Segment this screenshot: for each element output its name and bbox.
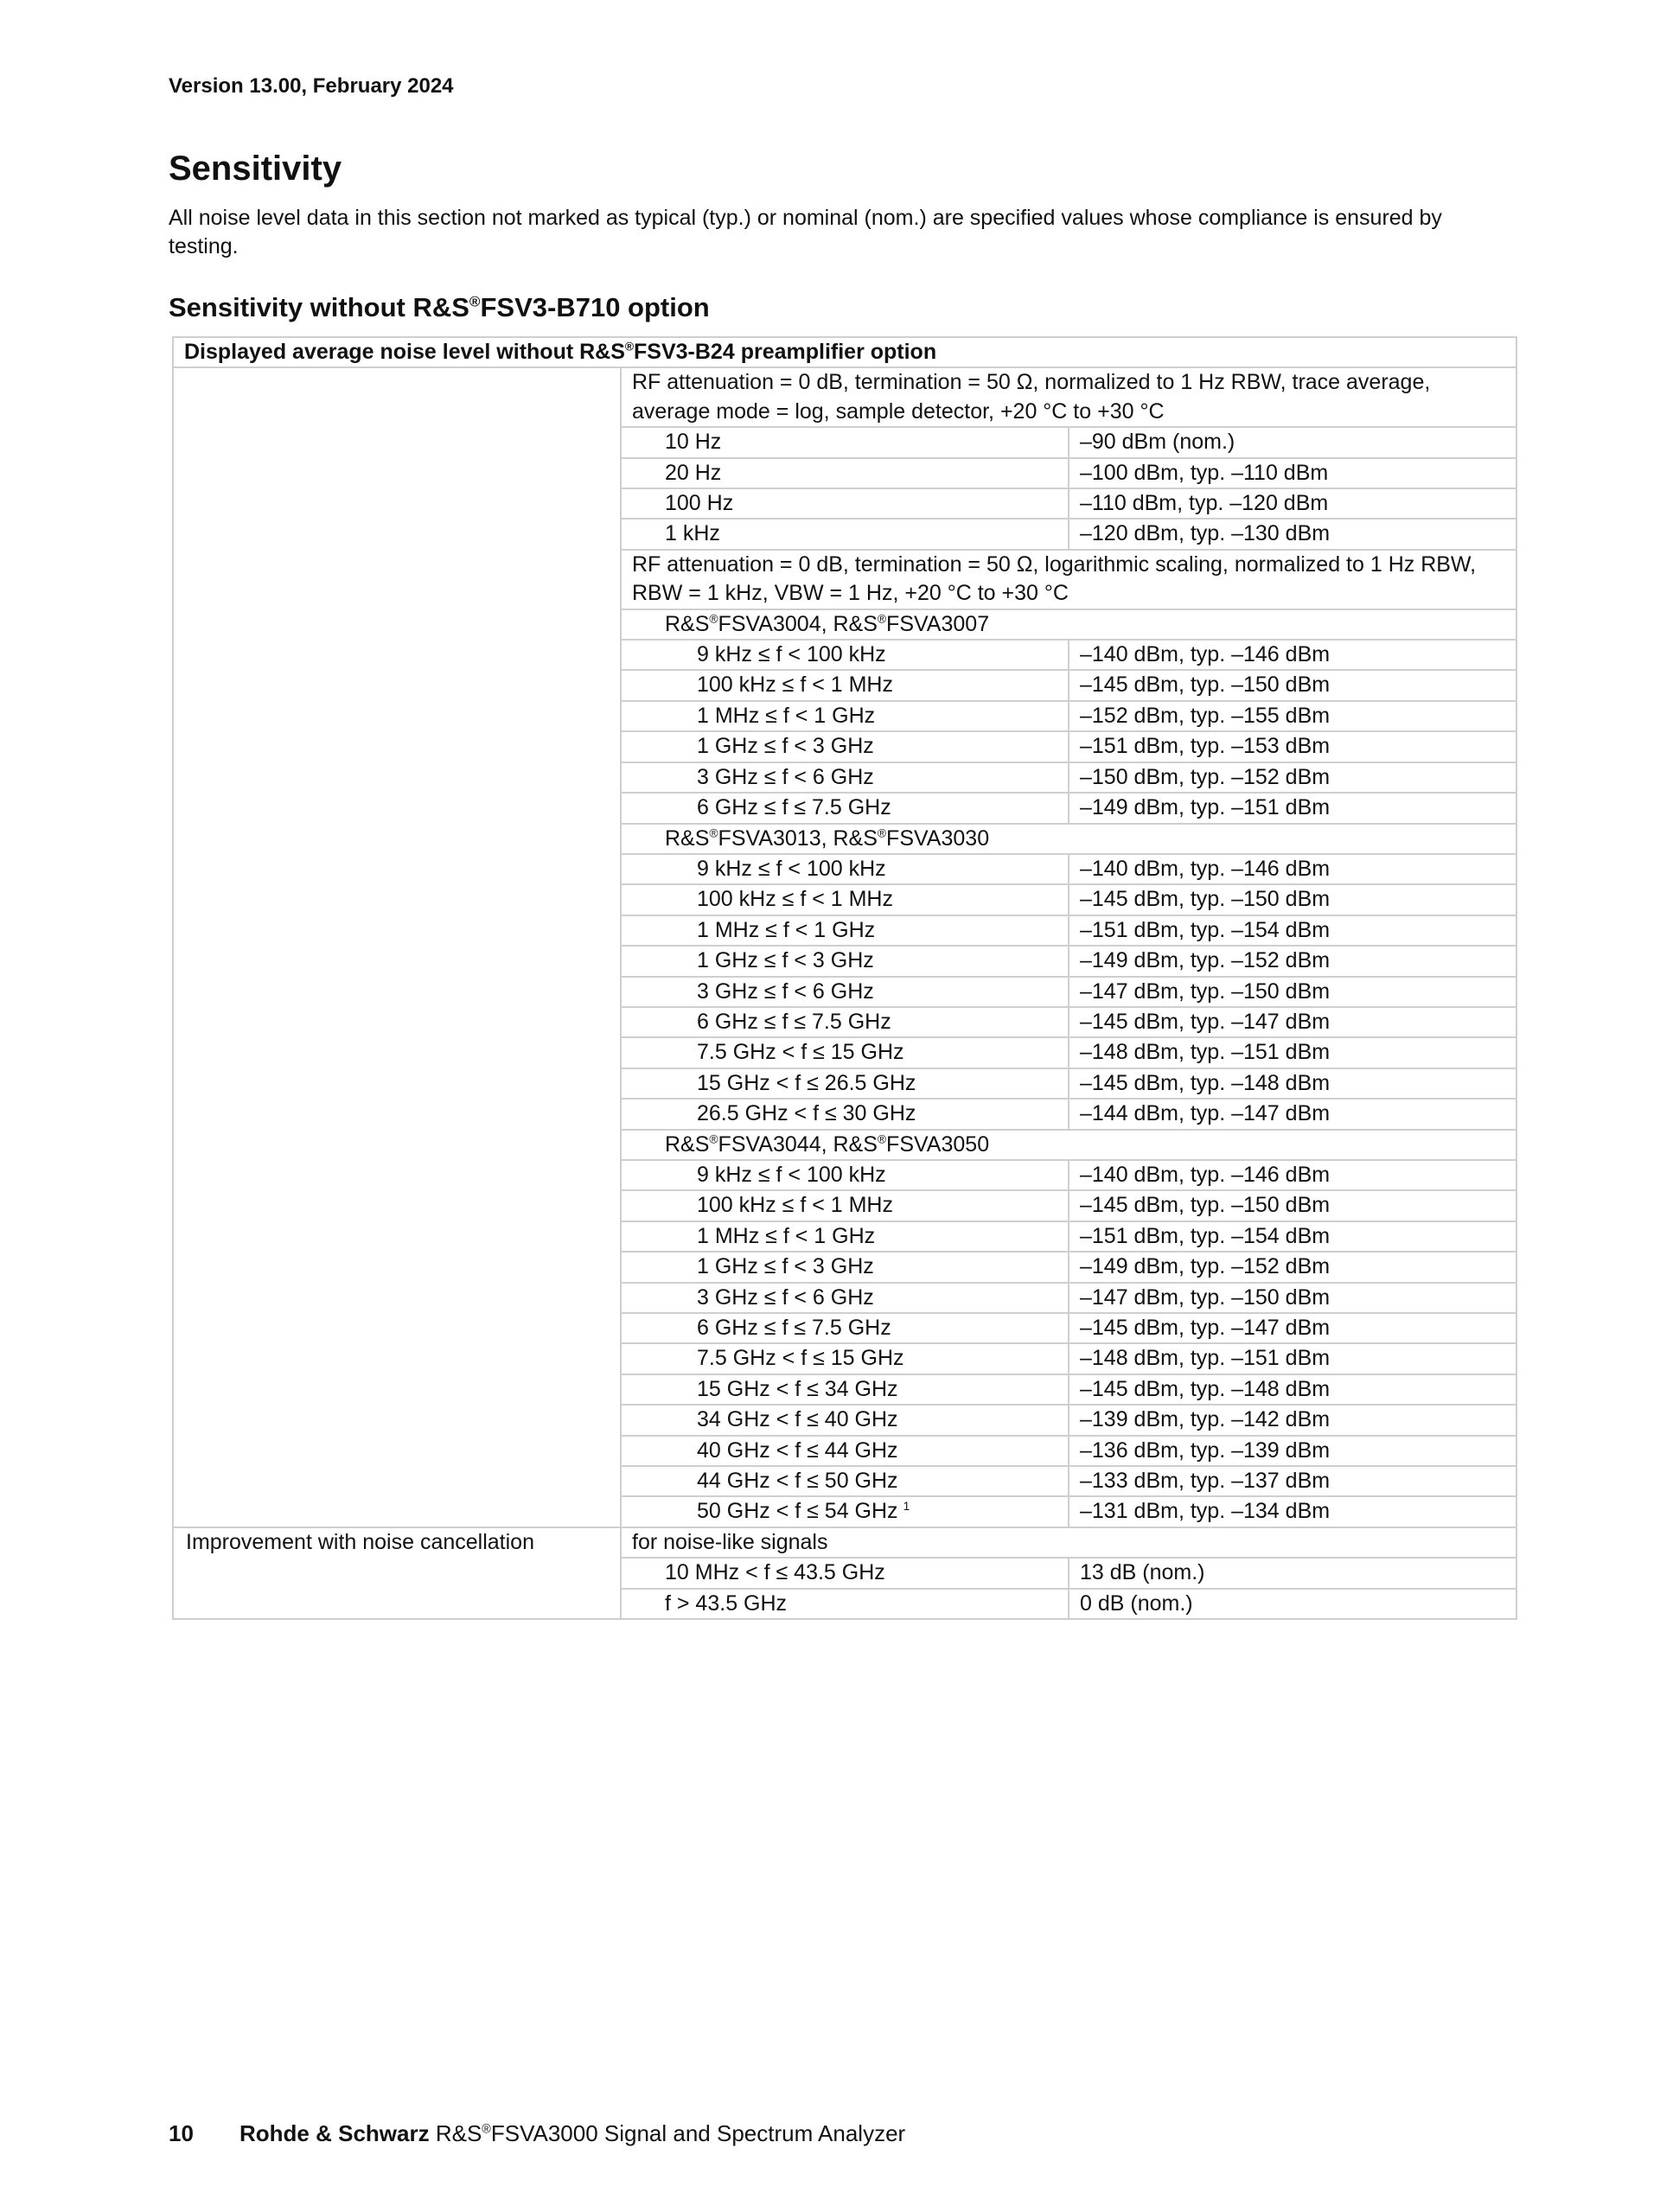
value-cell: –140 dBm, typ. –146 dBm (1069, 640, 1516, 670)
frequency-cell (621, 946, 1069, 976)
frequency-cell (621, 670, 1069, 700)
frequency-range: 6 GHz ≤ f ≤ 7.5 GHz (697, 1009, 891, 1034)
model-name: FSVA3013 (718, 826, 821, 851)
frequency-range: 3 GHz ≤ f < 6 GHz (697, 1284, 874, 1310)
value-cell: –150 dBm, typ. –152 dBm (1069, 762, 1516, 793)
frequency-cell (621, 1007, 1069, 1037)
condition-text: RF attenuation = 0 dB, termination = 50 Ω, normalized to 1 Hz RBW, trace average, average mode = log, sample detector, +20 °C to +30 °C (621, 367, 1516, 427)
value-cell: –145 dBm, typ. –148 dBm (1069, 1068, 1516, 1099)
frequency-cell (621, 1466, 1069, 1496)
frequency-range: 3 GHz ≤ f < 6 GHz (697, 764, 874, 789)
model-name: FSVA3044 (718, 1131, 821, 1157)
rs-prefix: R&S (665, 1131, 710, 1157)
parameter-label: Improvement with noise cancellation (173, 1527, 621, 1619)
frequency-range: 34 GHz < f ≤ 40 GHz (697, 1407, 898, 1432)
value-cell: –139 dBm, typ. –142 dBm (1069, 1405, 1516, 1435)
frequency-cell (621, 1160, 1069, 1190)
rs-prefix: R&S (665, 826, 710, 851)
value-cell: –149 dBm, typ. –152 dBm (1069, 1252, 1516, 1282)
registered-mark: ® (877, 1132, 887, 1146)
table-header-cell (173, 337, 1516, 367)
frequency-cell (621, 1436, 1069, 1466)
frequency-cell (621, 1037, 1069, 1068)
value-cell: –110 dBm, typ. –120 dBm (1069, 488, 1516, 519)
frequency-range: 9 kHz ≤ f < 100 kHz (697, 1162, 886, 1187)
frequency-cell (621, 793, 1069, 823)
model-group-label (621, 824, 1516, 854)
registered-mark: ® (877, 826, 887, 840)
registered-mark: ® (877, 612, 887, 626)
frequency-cell (621, 1283, 1069, 1313)
frequency-cell (621, 1068, 1069, 1099)
value-cell: –145 dBm, typ. –150 dBm (1069, 670, 1516, 700)
subtitle-text-end: FSV3-B710 option (480, 292, 710, 322)
frequency-cell: 100 Hz (621, 488, 1069, 519)
separator: , R&S (820, 1131, 878, 1157)
frequency-range: 7.5 GHz < f ≤ 15 GHz (697, 1040, 904, 1065)
frequency-range: 40 GHz < f ≤ 44 GHz (697, 1437, 898, 1463)
value-cell: –145 dBm, typ. –148 dBm (1069, 1374, 1516, 1405)
frequency-cell (621, 1099, 1069, 1129)
frequency-cell (621, 701, 1069, 731)
section-title: Sensitivity (169, 150, 342, 188)
value-cell: –147 dBm, typ. –150 dBm (1069, 1283, 1516, 1313)
frequency-range: 7.5 GHz < f ≤ 15 GHz (697, 1346, 904, 1371)
frequency-range: 1 MHz ≤ f < 1 GHz (697, 917, 876, 942)
frequency-cell: 1 kHz (621, 519, 1069, 549)
model-name: FSVA3004 (718, 611, 821, 636)
value-cell: –120 dBm, typ. –130 dBm (1069, 519, 1516, 549)
footnote-marker: 1 (903, 1500, 910, 1514)
frequency-range: 1 GHz ≤ f < 3 GHz (697, 734, 874, 759)
frequency-range: 1 MHz ≤ f < 1 GHz (697, 1223, 876, 1248)
value-cell: –151 dBm, typ. –154 dBm (1069, 915, 1516, 946)
table-header-text: Displayed average noise level without R&S (184, 340, 625, 364)
value-cell: –152 dBm, typ. –155 dBm (1069, 701, 1516, 731)
page-number: 10 (169, 2120, 194, 2146)
document-version: Version 13.00, February 2024 (169, 74, 454, 98)
parameter-empty-cell (173, 367, 621, 1527)
model-name: FSVA3050 (886, 1131, 990, 1157)
value-cell: –149 dBm, typ. –152 dBm (1069, 946, 1516, 976)
frequency-cell: 20 Hz (621, 458, 1069, 488)
registered-mark: ® (469, 293, 481, 310)
value-cell: –151 dBm, typ. –153 dBm (1069, 731, 1516, 762)
value-cell: –145 dBm, typ. –150 dBm (1069, 1190, 1516, 1221)
value-cell: –151 dBm, typ. –154 dBm (1069, 1221, 1516, 1252)
frequency-cell (621, 1374, 1069, 1405)
frequency-range: 3 GHz ≤ f < 6 GHz (697, 979, 874, 1004)
frequency-cell (621, 731, 1069, 762)
subsection-title (169, 292, 710, 323)
frequency-range: 50 GHz < f ≤ 54 GHz (697, 1499, 898, 1524)
table-header-text-end: FSV3-B24 preamplifier option (634, 340, 937, 364)
footer-brand: Rohde & Schwarz (239, 2120, 430, 2146)
footer-product: R&S (435, 2120, 482, 2146)
frequency-cell (621, 915, 1069, 946)
condition-text: RF attenuation = 0 dB, termination = 50 Ω, logarithmic scaling, normalized to 1 Hz RBW, RBW = 1 kHz, VBW = 1 Hz, +20 °C to +30 °C (621, 550, 1516, 609)
frequency-cell: 10 MHz < f ≤ 43.5 GHz (621, 1558, 1069, 1588)
separator: , R&S (820, 611, 878, 636)
frequency-range: 6 GHz ≤ f ≤ 7.5 GHz (697, 1316, 891, 1340)
registered-mark: ® (482, 2122, 491, 2137)
model-name: FSVA3007 (886, 611, 990, 636)
frequency-cell (621, 1190, 1069, 1221)
model-group-label (621, 1130, 1516, 1160)
value-cell: –140 dBm, typ. –146 dBm (1069, 1160, 1516, 1190)
condition-text: for noise-like signals (621, 1527, 1516, 1558)
value-cell: 13 dB (nom.) (1069, 1558, 1516, 1588)
registered-mark: ® (624, 340, 635, 354)
value-cell: –133 dBm, typ. –137 dBm (1069, 1466, 1516, 1496)
frequency-cell (621, 884, 1069, 915)
frequency-cell (621, 1221, 1069, 1252)
frequency-range: 1 GHz ≤ f < 3 GHz (697, 948, 874, 973)
value-cell: –145 dBm, typ. –147 dBm (1069, 1007, 1516, 1037)
frequency-cell (621, 1313, 1069, 1343)
value-cell: –148 dBm, typ. –151 dBm (1069, 1037, 1516, 1068)
frequency-range: 1 GHz ≤ f < 3 GHz (697, 1254, 874, 1279)
condition-row (173, 367, 1516, 427)
frequency-range: 1 MHz ≤ f < 1 GHz (697, 703, 876, 728)
registered-mark: ® (709, 826, 718, 840)
frequency-range: 6 GHz ≤ f ≤ 7.5 GHz (697, 795, 891, 820)
frequency-range: 15 GHz < f ≤ 34 GHz (697, 1376, 898, 1401)
frequency-range: 100 kHz ≤ f < 1 MHz (697, 1193, 893, 1218)
section-intro: All noise level data in this section not marked as typical (typ.) or nominal (nom.) are specified values whose compliance is ensured by testing. (169, 206, 1442, 258)
value-cell: –136 dBm, typ. –139 dBm (1069, 1436, 1516, 1466)
separator: , R&S (820, 826, 878, 851)
frequency-range: 100 kHz ≤ f < 1 MHz (697, 887, 893, 912)
value-cell: –145 dBm, typ. –150 dBm (1069, 884, 1516, 915)
table-header-row (173, 337, 1516, 367)
frequency-cell (621, 1343, 1069, 1374)
footer-product-end: FSVA3000 Signal and Spectrum Analyzer (490, 2120, 906, 2146)
frequency-cell (621, 640, 1069, 670)
value-cell: –144 dBm, typ. –147 dBm (1069, 1099, 1516, 1129)
frequency-cell (621, 977, 1069, 1007)
noise-cancellation-row (173, 1527, 1516, 1558)
frequency-cell (621, 1405, 1069, 1435)
frequency-range: 44 GHz < f ≤ 50 GHz (697, 1469, 898, 1494)
frequency-range: 15 GHz < f ≤ 26.5 GHz (697, 1070, 916, 1095)
frequency-cell: f > 43.5 GHz (621, 1589, 1069, 1619)
sensitivity-spec-table (172, 336, 1517, 1620)
model-name: FSVA3030 (886, 826, 990, 851)
frequency-cell (621, 1252, 1069, 1282)
registered-mark: ® (709, 612, 718, 626)
value-cell: –147 dBm, typ. –150 dBm (1069, 977, 1516, 1007)
subtitle-text: Sensitivity without R&S (169, 292, 469, 322)
value-cell: 0 dB (nom.) (1069, 1589, 1516, 1619)
frequency-range: 9 kHz ≤ f < 100 kHz (697, 856, 886, 881)
frequency-cell (621, 854, 1069, 884)
value-cell: –140 dBm, typ. –146 dBm (1069, 854, 1516, 884)
frequency-cell: 10 Hz (621, 427, 1069, 457)
value-cell: –100 dBm, typ. –110 dBm (1069, 458, 1516, 488)
registered-mark: ® (709, 1132, 718, 1146)
frequency-range: 26.5 GHz < f ≤ 30 GHz (697, 1101, 916, 1126)
frequency-cell (621, 762, 1069, 793)
value-cell: –145 dBm, typ. –147 dBm (1069, 1313, 1516, 1343)
frequency-range: 100 kHz ≤ f < 1 MHz (697, 673, 893, 698)
rs-prefix: R&S (665, 611, 710, 636)
value-cell: –90 dBm (nom.) (1069, 427, 1516, 457)
value-cell: –131 dBm, typ. –134 dBm (1069, 1496, 1516, 1527)
page-footer (169, 2120, 905, 2147)
value-cell: –149 dBm, typ. –151 dBm (1069, 793, 1516, 823)
value-cell: –148 dBm, typ. –151 dBm (1069, 1343, 1516, 1374)
frequency-range: 9 kHz ≤ f < 100 kHz (697, 642, 886, 667)
model-group-label (621, 609, 1516, 640)
frequency-cell (621, 1496, 1069, 1527)
